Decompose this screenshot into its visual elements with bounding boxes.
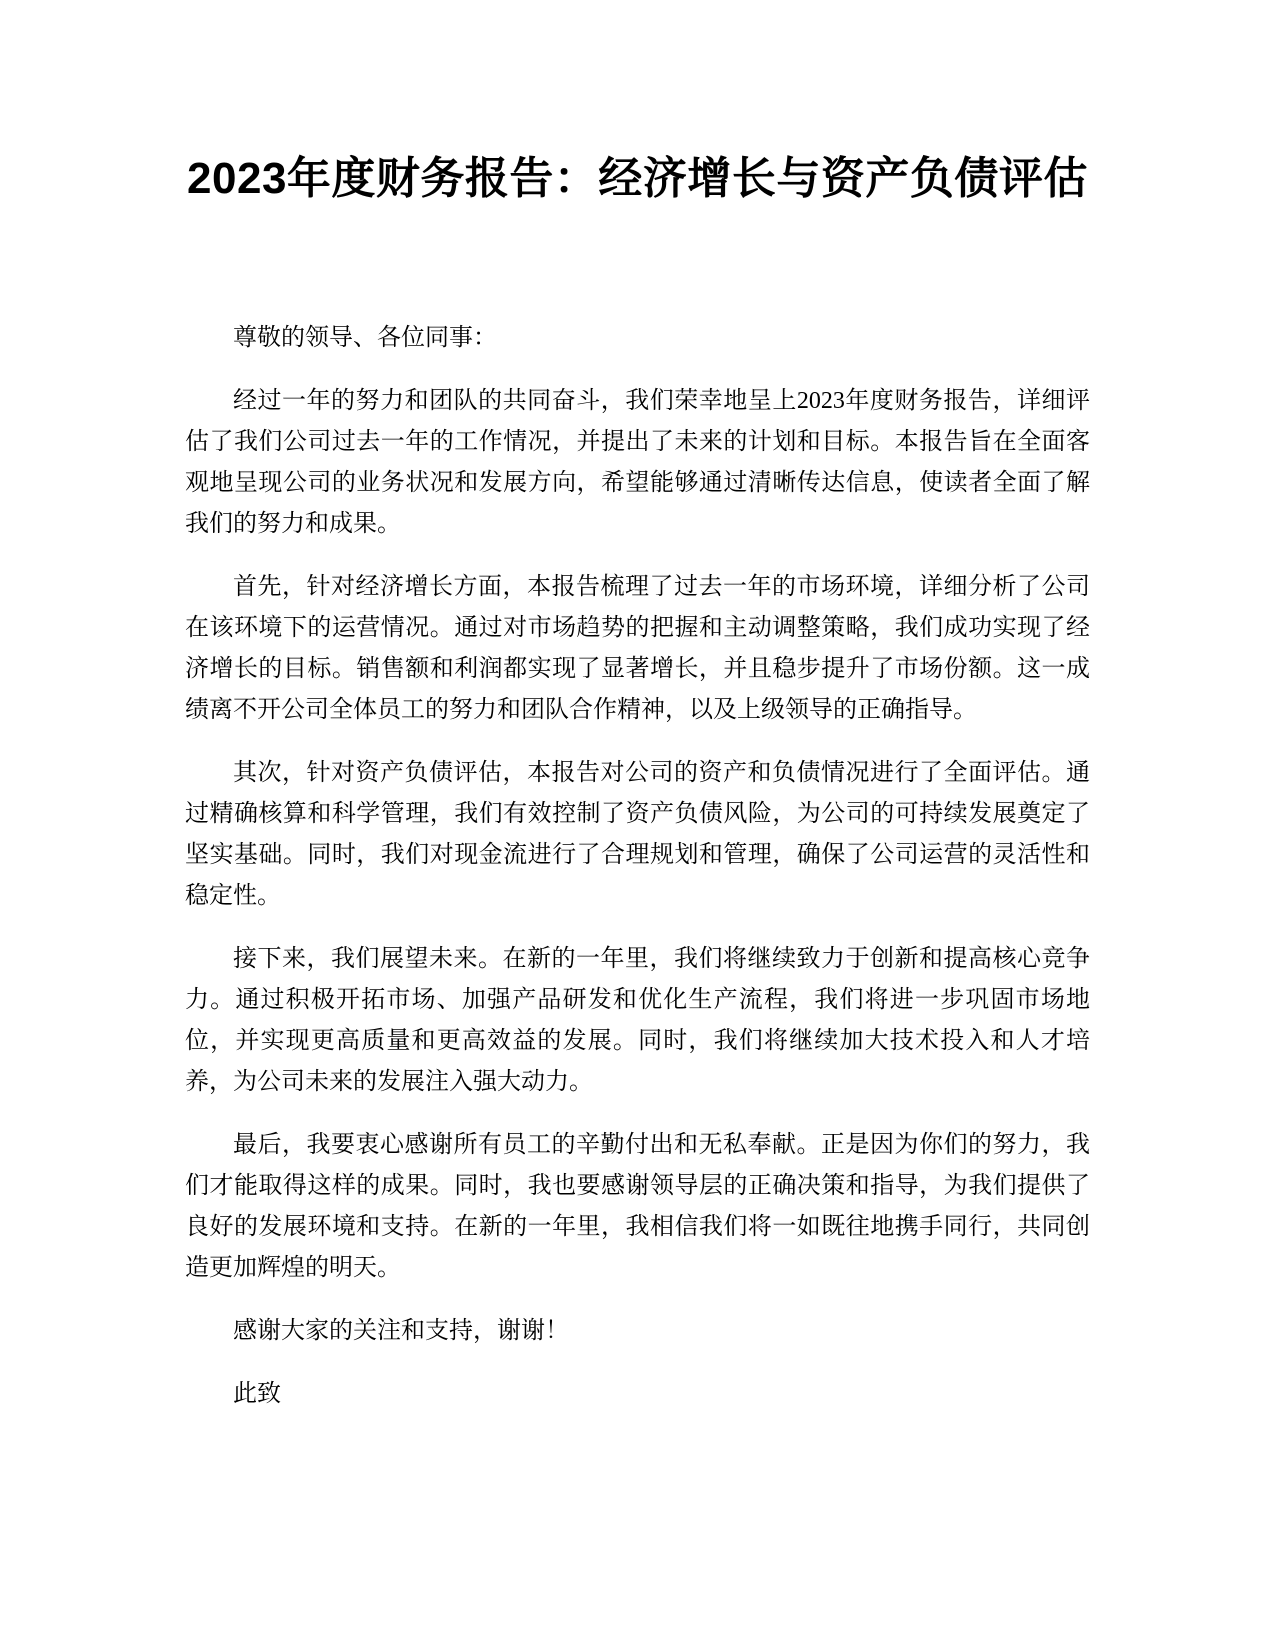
paragraph-outlook: 接下来，我们展望未来。在新的一年里，我们将继续致力于创新和提高核心竞争力。通过积极开拓市场、加强产品研发和优化生产流程，我们将进一步巩固市场地位，并实现更高质量和更高效益的发展。同时，我们将继续加大技术投入和人才培养，为公司未来的发展注入强大动力。	[185, 946, 1090, 1095]
salutation: 尊敬的领导、各位同事：	[233, 325, 497, 351]
paragraph-economic-growth: 首先，针对经济增长方面，本报告梳理了过去一年的市场环境，详细分析了公司在该环境下的运营情况。通过对市场趋势的把握和主动调整策略，我们成功实现了经济增长的目标。销售额和利润都实现了显著增长，并且稳步提升了市场份额。这一成绩离不开公司全体员工的努力和团队合作精神，以及上级领导的正确指导。	[185, 574, 1090, 723]
thanks-line: 感谢大家的关注和支持，谢谢！	[233, 1318, 569, 1344]
paragraph-asset-liability: 其次，针对资产负债评估，本报告对公司的资产和负债情况进行了全面评估。通过精确核算和科学管理，我们有效控制了资产负债风险，为公司的可持续发展奠定了坚实基础。同时，我们对现金流进行了合理规划和管理，确保了公司运营的灵活性和稳定性。	[185, 760, 1090, 909]
closing-line: 此致	[233, 1381, 281, 1407]
document-body	[185, 318, 1090, 1437]
paragraph-acknowledgement: 最后，我要衷心感谢所有员工的辛勤付出和无私奉献。正是因为你们的努力，我们才能取得这样的成果。同时，我也要感谢领导层的正确决策和指导，为我们提供了良好的发展环境和支持。在新的一年里，我相信我们将一如既往地携手同行，共同创造更加辉煌的明天。	[185, 1132, 1090, 1281]
paragraph-intro: 经过一年的努力和团队的共同奋斗，我们荣幸地呈上2023年度财务报告，详细评估了我们公司过去一年的工作情况，并提出了未来的计划和目标。本报告旨在全面客观地呈现公司的业务状况和发展方向，希望能够通过清晰传达信息，使读者全面了解我们的努力和成果。	[185, 388, 1090, 537]
document-title: 2023年度财务报告：经济增长与资产负债评估	[187, 154, 1088, 203]
